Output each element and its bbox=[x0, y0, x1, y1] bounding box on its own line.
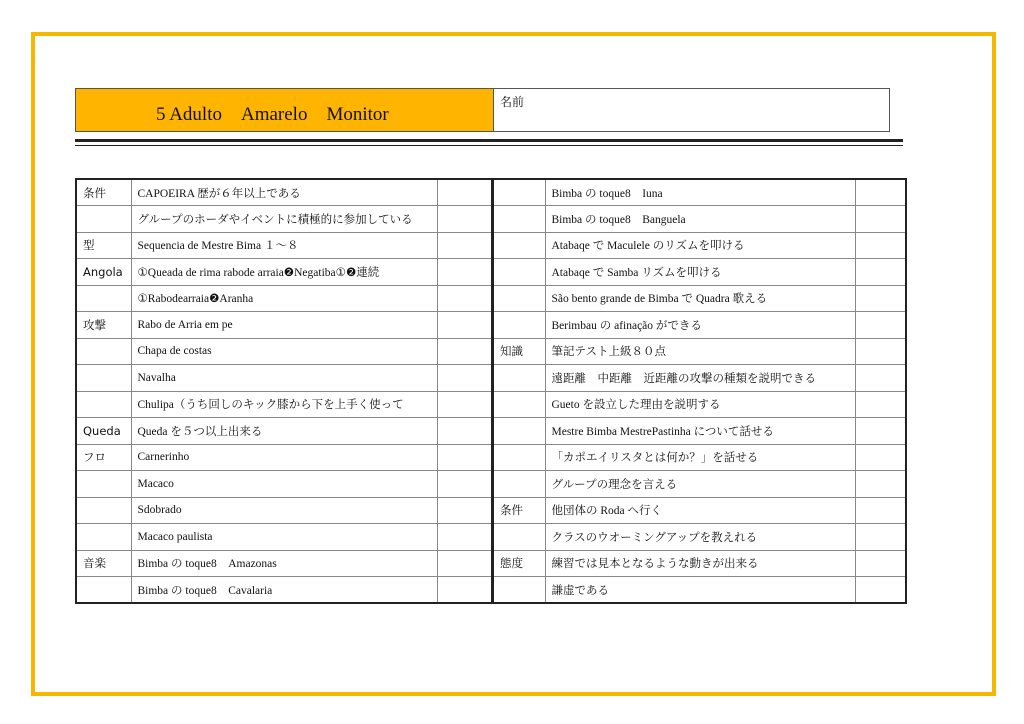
category-cell bbox=[76, 497, 131, 524]
checklist-row bbox=[76, 365, 492, 392]
check-cell[interactable] bbox=[437, 285, 492, 312]
left-checklist-table bbox=[75, 178, 493, 604]
item-cell: Bimba の toque8 Iuna bbox=[545, 179, 855, 206]
checklist-row bbox=[493, 338, 906, 365]
category-cell bbox=[76, 471, 131, 498]
category-cell: Angola bbox=[76, 259, 131, 286]
check-cell[interactable] bbox=[855, 365, 906, 392]
checklist-row bbox=[76, 444, 492, 471]
check-cell[interactable] bbox=[437, 550, 492, 577]
divider-thick bbox=[75, 139, 903, 142]
category-cell: 条件 bbox=[76, 179, 131, 206]
check-cell[interactable] bbox=[855, 206, 906, 233]
category-cell bbox=[76, 206, 131, 233]
item-cell: Bimba の toque8 Cavalaria bbox=[131, 577, 437, 604]
check-cell[interactable] bbox=[855, 338, 906, 365]
checklist-row bbox=[493, 550, 906, 577]
category-cell bbox=[493, 232, 545, 259]
check-cell[interactable] bbox=[437, 577, 492, 604]
checklist-row bbox=[76, 179, 492, 206]
checklist-row bbox=[493, 179, 906, 206]
item-cell: Queda を５つ以上出来る bbox=[131, 418, 437, 445]
item-cell: Macaco paulista bbox=[131, 524, 437, 551]
checklist-row bbox=[76, 206, 492, 233]
item-cell: 遠距離 中距離 近距離の攻撃の種類を説明できる bbox=[545, 365, 855, 392]
item-cell: Navalha bbox=[131, 365, 437, 392]
checklist-row bbox=[76, 338, 492, 365]
category-cell bbox=[493, 577, 545, 604]
checklist-row bbox=[493, 471, 906, 498]
checklist-row bbox=[493, 391, 906, 418]
check-cell[interactable] bbox=[855, 444, 906, 471]
checklist-row bbox=[493, 444, 906, 471]
category-cell: 音楽 bbox=[76, 550, 131, 577]
item-cell: 練習では見本となるような動きが出来る bbox=[545, 550, 855, 577]
check-cell[interactable] bbox=[855, 550, 906, 577]
category-cell bbox=[493, 285, 545, 312]
checklist-row bbox=[76, 285, 492, 312]
check-cell[interactable] bbox=[437, 524, 492, 551]
check-cell[interactable] bbox=[437, 497, 492, 524]
item-cell: Chulipa（うち回しのキック膝から下を上手く使って bbox=[131, 391, 437, 418]
checklist-row bbox=[493, 206, 906, 233]
item-cell: クラスのウオーミングアップを教えれる bbox=[545, 524, 855, 551]
category-cell bbox=[493, 259, 545, 286]
category-cell bbox=[76, 338, 131, 365]
check-cell[interactable] bbox=[437, 391, 492, 418]
category-cell bbox=[493, 312, 545, 339]
category-cell bbox=[493, 524, 545, 551]
item-cell: ①Queada de rima rabode arraia❷Negatiba①❷連続 bbox=[131, 259, 437, 286]
category-cell: 態度 bbox=[493, 550, 545, 577]
check-cell[interactable] bbox=[437, 312, 492, 339]
check-cell[interactable] bbox=[855, 312, 906, 339]
category-cell: 知識 bbox=[493, 338, 545, 365]
item-cell: グループのホーダやイベントに積極的に参加している bbox=[131, 206, 437, 233]
item-cell: 他団体の Roda へ行く bbox=[545, 497, 855, 524]
checklist-row bbox=[493, 524, 906, 551]
category-cell bbox=[76, 365, 131, 392]
item-cell: Sdobrado bbox=[131, 497, 437, 524]
item-cell: Rabo de Arria em pe bbox=[131, 312, 437, 339]
check-cell[interactable] bbox=[437, 259, 492, 286]
checklist-row bbox=[76, 259, 492, 286]
checklist-row bbox=[493, 365, 906, 392]
item-cell: Gueto を設立した理由を説明する bbox=[545, 391, 855, 418]
check-cell[interactable] bbox=[437, 471, 492, 498]
checklist-row bbox=[76, 391, 492, 418]
item-cell: Macaco bbox=[131, 471, 437, 498]
checklist-row bbox=[76, 524, 492, 551]
checklist-row bbox=[493, 312, 906, 339]
category-cell: 型 bbox=[76, 232, 131, 259]
category-cell bbox=[493, 365, 545, 392]
checklist-row bbox=[493, 232, 906, 259]
category-cell bbox=[493, 179, 545, 206]
item-cell: Chapa de costas bbox=[131, 338, 437, 365]
category-cell bbox=[493, 391, 545, 418]
divider-thin bbox=[75, 145, 903, 146]
item-cell: Atabaqe で Maculele のリズムを叩ける bbox=[545, 232, 855, 259]
check-cell[interactable] bbox=[855, 577, 906, 604]
check-cell[interactable] bbox=[855, 471, 906, 498]
category-cell bbox=[493, 418, 545, 445]
item-cell: ①Rabodearraia❷Aranha bbox=[131, 285, 437, 312]
name-label: 名前 bbox=[500, 95, 525, 109]
category-cell bbox=[493, 471, 545, 498]
checklist-row bbox=[493, 285, 906, 312]
checklist-row bbox=[76, 471, 492, 498]
checklist-row bbox=[76, 577, 492, 604]
check-cell[interactable] bbox=[437, 365, 492, 392]
check-cell[interactable] bbox=[855, 259, 906, 286]
checklist-row bbox=[76, 232, 492, 259]
category-cell bbox=[493, 206, 545, 233]
category-cell bbox=[76, 391, 131, 418]
check-cell[interactable] bbox=[437, 444, 492, 471]
check-cell[interactable] bbox=[855, 391, 906, 418]
check-cell[interactable] bbox=[855, 497, 906, 524]
item-cell: CAPOEIRA 歴が６年以上である bbox=[131, 179, 437, 206]
right-checklist-table bbox=[492, 178, 907, 604]
category-cell bbox=[76, 285, 131, 312]
check-cell[interactable] bbox=[437, 232, 492, 259]
item-cell: Berimbau の afinação ができる bbox=[545, 312, 855, 339]
item-cell: Bimba の toque8 Banguela bbox=[545, 206, 855, 233]
category-cell bbox=[76, 524, 131, 551]
checklist-row bbox=[493, 577, 906, 604]
category-cell bbox=[493, 444, 545, 471]
item-cell: Atabaqe で Samba リズムを叩ける bbox=[545, 259, 855, 286]
page-title: 5 Adulto Amarelo Monitor bbox=[156, 104, 389, 125]
checklist-row bbox=[76, 497, 492, 524]
item-cell: グループの理念を言える bbox=[545, 471, 855, 498]
item-cell: Bimba の toque8 Amazonas bbox=[131, 550, 437, 577]
item-cell: Mestre Bimba MestrePastinha について話せる bbox=[545, 418, 855, 445]
category-cell: 攻撃 bbox=[76, 312, 131, 339]
title-box bbox=[75, 88, 494, 132]
check-cell[interactable] bbox=[437, 338, 492, 365]
category-cell bbox=[76, 577, 131, 604]
item-cell: Carnerinho bbox=[131, 444, 437, 471]
category-cell: 条件 bbox=[493, 497, 545, 524]
check-cell[interactable] bbox=[855, 524, 906, 551]
checklist-row bbox=[493, 418, 906, 445]
check-cell[interactable] bbox=[855, 418, 906, 445]
item-cell: 筆記テスト上級８０点 bbox=[545, 338, 855, 365]
checklist-row bbox=[76, 312, 492, 339]
check-cell[interactable] bbox=[437, 179, 492, 206]
checklist-row bbox=[76, 418, 492, 445]
item-cell: 「カポエイリスタとは何か？」を話せる bbox=[545, 444, 855, 471]
check-cell[interactable] bbox=[855, 232, 906, 259]
category-cell: Queda bbox=[76, 418, 131, 445]
item-cell: Sequencia de Mestre Bima １～８ bbox=[131, 232, 437, 259]
check-cell[interactable] bbox=[855, 285, 906, 312]
name-field[interactable] bbox=[493, 88, 890, 132]
check-cell[interactable] bbox=[437, 418, 492, 445]
category-cell: フロ bbox=[76, 444, 131, 471]
checklist-row bbox=[493, 259, 906, 286]
item-cell: São bento grande de Bimba で Quadra 歌える bbox=[545, 285, 855, 312]
checklist-row bbox=[76, 550, 492, 577]
check-cell[interactable] bbox=[855, 179, 906, 206]
item-cell: 謙虚である bbox=[545, 577, 855, 604]
check-cell[interactable] bbox=[437, 206, 492, 233]
checklist-row bbox=[493, 497, 906, 524]
